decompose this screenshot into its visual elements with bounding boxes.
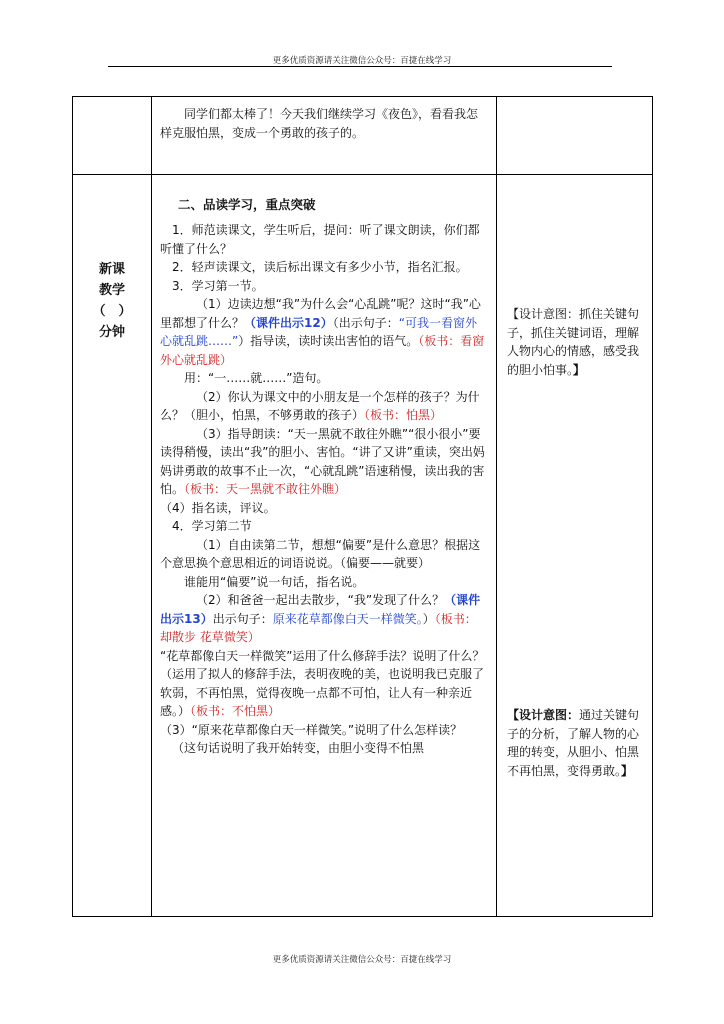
step-4-2-text3: ） [422,611,435,626]
page-header: 更多优质资源请关注微信公众号：百捷在线学习 [272,56,452,66]
step-3-1-text3: ）指导读，读时读出害怕的语气。 [238,334,419,348]
page-footer: 更多优质资源请关注微信公众号：百捷在线学习 [272,955,452,965]
step-4-2 [160,591,488,647]
board-note: （板书：不怕黑） [190,704,281,718]
content-cell [152,175,497,917]
header-divider [108,66,612,67]
step-4: 4．学习第二节 [172,519,252,533]
step-4-answer [160,665,488,721]
board-note: （板书：天一黑就不敢往外瞧） [184,482,347,496]
design-intent-label: 【设计意图： [507,708,580,722]
design-intent-2 [497,706,652,780]
step-4-1: （1）自由读第二节，想想“偏要”是什么意思？根据这个意思换个意思相近的词语说说。（偏要——就要） [160,537,481,570]
stage-label-2: 教学 [98,283,125,298]
stage-label-3: （ ） [92,304,132,319]
step-4-3: （3）“原来花草都像白天一样微笑。”说明了什么怎样读？ [160,722,463,737]
step-2: 2．轻声读课文，读后标出课文有多少小节，指名汇报。 [172,260,468,274]
sentence-quote: 原来花草都像白天一样微笑。 [272,611,423,626]
design-intent-label: 【设计意图： [507,307,580,321]
board-note: （板书：怕黑） [364,408,443,422]
step-3-4: （4）指名读，评议。 [160,500,276,515]
board-note: （板书：却散步 花草微笑） [160,611,477,644]
courseware-cue: （课件出示13） [160,593,481,626]
design-intent-end: 】 [621,763,634,778]
step-3-3-text: （3）指导朗读：“天一黑就不敢往外瞧”“很小很小”要读得稍慢，读出“我”的胆小、害怕。“讲了又讲”重读，突出妈妈讲勇敢的故事不止一次，“心就乱跳”语速稍慢，读出我的害怕。 [160,426,485,496]
step-3-1-text: （1）边读边想“我”为什么会“心乱跳”呢？这时“我”心里都想了什么？ [160,297,481,330]
step-4-2-text: （2）和爸爸一起出去散步，“我”发现了什么？ [196,593,445,607]
table-row [73,97,653,175]
step-3: 3．学习第一节。 [172,278,264,293]
step-4-question: “花草都像白天一样微笑”运用了什么修辞手法？说明了什么？ [160,648,485,663]
step-3-2 [160,388,488,425]
intro-paragraph: 同学们都太棒了！今天我们继续学习《夜色》，看看我怎样克服怕黑，变成一个勇敢的孩子的。 [160,107,479,140]
table-row [73,175,653,917]
section-title: 二、品读学习，重点突破 [178,197,316,212]
lesson-plan-table [72,96,653,917]
step-1: 1．师范读课文，学生听后，提问：听了课文朗读，你们都听懂了什么？ [160,223,480,256]
step-3-1-text2: （出示句子： [332,315,399,330]
stage-label-4: 分钟 [98,325,125,340]
intent-cell [497,175,653,917]
stage-cell-empty [73,97,152,175]
sentence-quote: “可我一看窗外心就乱跳……” [160,315,477,348]
step-4-1b: 谁能用“偏要”说一句话，指名说。 [184,574,365,589]
design-intent-end: 】 [573,362,586,377]
courseware-cue: （课件出示12） [244,315,333,330]
step-3-3 [160,425,488,499]
step-3-1 [160,295,488,369]
step-4-3b: （这句话说明了我开始转变，由胆小变得不怕黑 [172,741,425,755]
step-4-answer-text: （运用了拟人的修辞手法，表明夜晚的美，也说明我已克服了软弱，不再怕黑，觉得夜晚一点都不可怕，让人有一种亲近感。） [160,667,485,718]
stage-cell [73,175,152,917]
design-intent-text: 抓住关键句子，抓住关键词语，理解人物内心的情感，感受我的胆小怕事。 [507,307,640,377]
content-cell [152,97,497,175]
intent-cell-empty [497,97,653,175]
step-4-2-text2: 出示句子： [212,611,273,626]
step-3-2-text: （2）你认为课文中的小朋友是一个怎样的孩子？为什么？（胆小，怕黑，不够勇敢的孩子） [160,389,480,422]
stage-label-1: 新课 [98,262,125,277]
step-3-use: 用：“一……就……”造句。 [184,371,329,385]
board-note: （板书：看窗外心就乱跳） [160,334,485,367]
design-intent-text: 通过关键句子的分析，了解人物的心理的转变，从胆小、怕黑不再怕黑，变得勇敢。 [507,708,640,778]
design-intent-1 [497,305,652,379]
